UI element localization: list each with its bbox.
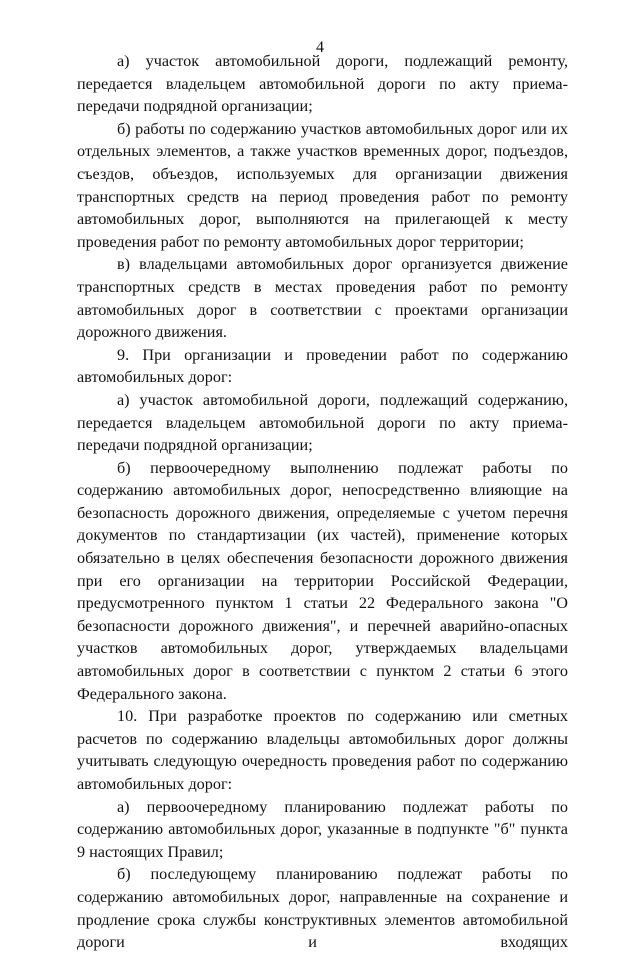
paragraph-8a: а) участок автомобильной дороги, подлежащий ремонту, передается владельцем автомобильной дороги по акту приема-передачи подрядной организации; bbox=[77, 52, 568, 116]
paragraph-8c: в) владельцами автомобильных дорог организуется движение транспортных средств в местах проведения работ по ремонту автомобильных дорог в соответствии с проектами организации дорожного движения. bbox=[77, 255, 568, 342]
paragraph-10b: б) последующему планированию подлежат работы по содержанию автомобильных дорог, направленные на сохранение и продление срока службы конструктивных элементов автомобильной дороги и входящих bbox=[77, 865, 568, 952]
paragraph-9: 9. При организации и проведении работ по содержанию автомобильных дорог: bbox=[77, 345, 568, 387]
page-number: 4 bbox=[316, 39, 324, 56]
paragraph-10a: а) первоочередному планированию подлежат работы по содержанию автомобильных дорог, указанные в подпункте "б" пункта 9 настоящих Правил; bbox=[77, 797, 568, 861]
document-body bbox=[77, 50, 568, 954]
paragraph-8b: б) работы по содержанию участков автомобильных дорог или их отдельных элементов, а также участков временных дорог, подъездов, съездов, объездов, используемых для организации движения транспортных средств на период проведения работ по ремонту автомобильных дорог, выполняются на прилегающей к месту проведения работ по ремонту автомобильных дорог территории; bbox=[77, 119, 568, 251]
paragraph-9a: а) участок автомобильной дороги, подлежащий содержанию, передается владельцем автомобильной дороги по акту приема-передачи подрядной организации; bbox=[77, 390, 568, 455]
paragraph-9b: б) первоочередному выполнению подлежат работы по содержанию автомобильных дорог, непосредственно влияющие на безопасность дорожного движения, определяемые с учетом перечня документов по стандартизации (их частей), применение которых обязательно в целях обеспечения безопасности дорожного движения при его организации на территории Российской Федерации, предусмотренного пунктом 1 статьи 22 Федерального закона "О безопасности дорожного движения", и перечней аварийно-опасных участков автомобильных дорог, утверждаемых владельцами автомобильных дорог в соответствии с пунктом 2 статьи 6 этого Федерального закона. bbox=[77, 458, 568, 703]
paragraph-10: 10. При разработке проектов по содержанию или сметных расчетов по содержанию владельцы автомобильных дорог должны учитывать следующую очередность проведения работ по содержанию автомобильных дорог: bbox=[77, 707, 568, 793]
